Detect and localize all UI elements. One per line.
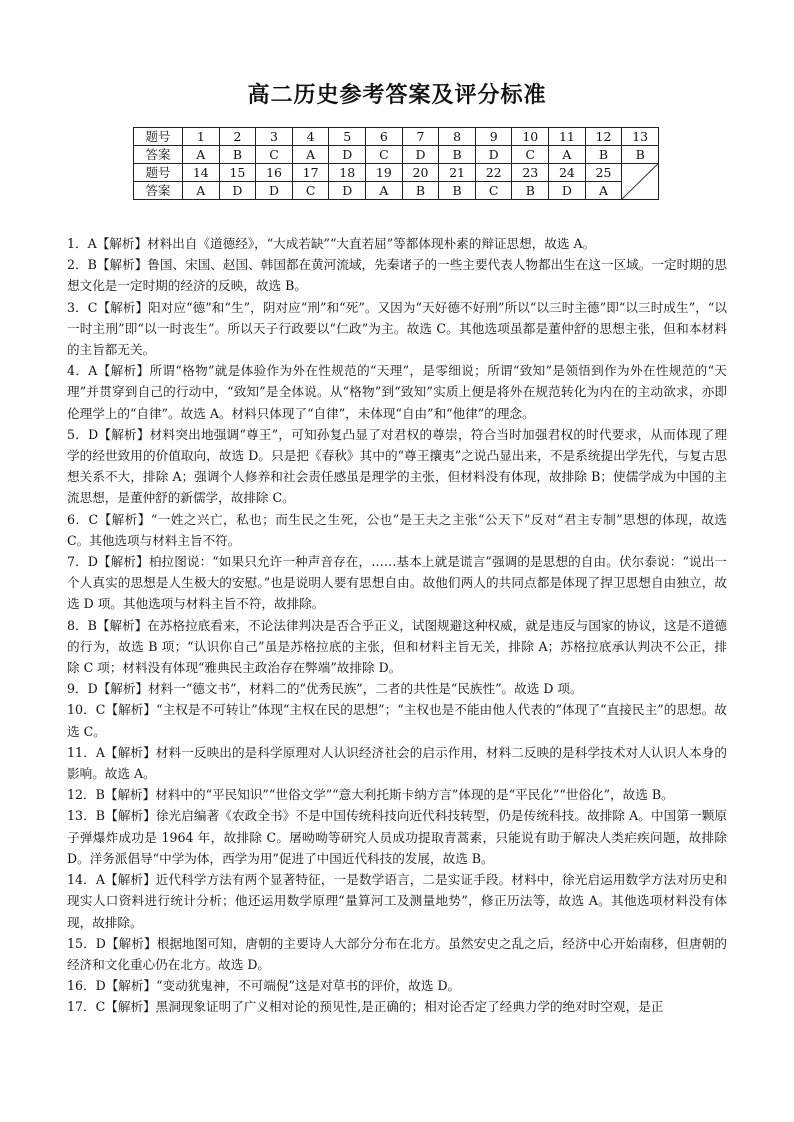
answer-explanation-item: 15．D【解析】根据地图可知，唐朝的主要诗人大部分分布在北方。虽然安史之乱之后，经济中心开始南移，但唐朝的经济和文化重心仍在北方。故选 D。 — [67, 935, 727, 972]
answer-explanations — [67, 233, 727, 1018]
answer-table-cell: 2 — [219, 128, 256, 146]
answer-table-cell: B — [439, 146, 476, 164]
answer-table — [133, 127, 659, 200]
answer-explanation-item: 5．D【解析】材料突出地强调“尊王”，可知孙复凸显了对君权的尊崇，符合当时加强君权的时代要求，从而体现了理学的经世致用的价值取向，故选 D。只是把《春秋》其中的“尊王攘夷”之说凸显出来，不是系统提出学先代，与复古思想关系不大，排除 A；强调个人修养和社会责任感虽是理学的主张，但材料没有体现，故排除 B；使儒学成为中国的主流思想，是董仲舒的新儒学，故排除 C。 — [67, 426, 727, 506]
answer-explanation-item: 4．A【解析】所谓“格物”就是体验作为外在性规范的“天理”，是零细说；所谓“致知”是领悟到作为外在性规范的“天理”并贯穿到自己的行动中，“致知”是全体说。从“格物”到“致知”实质上便是将外在规范转化为内在的主动欲求，亦即伦理学上的“自律”。故选 A。材料只体现了“自律”，未体现“自由”和“他律”的理念。 — [67, 363, 727, 421]
answer-table-cell: 22 — [475, 164, 512, 182]
answer-explanation-item: 9．D【解析】材料一“德文书”，材料二的“优秀民族”，二者的共性是“民族性”。故选 D 项。 — [67, 681, 583, 697]
answer-table-cell: D — [219, 182, 256, 200]
answer-explanation-item: 2．B【解析】鲁国、宋国、赵国、韩国都在黄河流域，先秦诸子的一些主要代表人物都出生在这一区域。一定时期的思想文化是一定时期的经济的反映，故选 B。 — [67, 257, 727, 294]
answer-table-cell: 3 — [256, 128, 293, 146]
answer-table-cell: 6 — [366, 128, 403, 146]
answer-explanation-item: 17．C【解析】黑洞现象证明了广义相对论的预见性,是正确的；相对论否定了经典力学的绝对时空观，是正 — [67, 999, 664, 1015]
answer-table-cell: 24 — [549, 164, 586, 182]
answer-explanation-item: 12．B【解析】材料中的“平民知识”“世俗文学”“意大利托斯卡纳方言”体现的是“平民化”“世俗化”，故选 B。 — [67, 787, 674, 803]
answer-table-cell: C — [475, 182, 512, 200]
answer-table-cell: B — [439, 182, 476, 200]
answer-table-cell: 20 — [402, 164, 439, 182]
answer-table-cell: 4 — [292, 128, 329, 146]
answer-table-row — [134, 164, 659, 182]
answer-table-cell: 16 — [256, 164, 293, 182]
answer-table-cell: A — [585, 182, 622, 200]
answer-table-cell: 23 — [512, 164, 549, 182]
answer-table-cell: D — [475, 146, 512, 164]
answer-table-cell: 17 — [292, 164, 329, 182]
answer-table-cell: D — [402, 146, 439, 164]
answer-table-cell: 12 — [585, 128, 622, 146]
answer-table-cell: B — [219, 146, 256, 164]
answer-table-cell: 19 — [366, 164, 403, 182]
answer-table-cell: D — [329, 182, 366, 200]
answer-table-cell: 14 — [183, 164, 220, 182]
answer-table-cell: 11 — [549, 128, 586, 146]
answer-explanation-item: 1．A【解析】材料出自《道德经》，“大成若缺”“大直若屈”等都体现朴素的辩证思想，故选 A。 — [67, 236, 596, 251]
answer-table-cell: 8 — [439, 128, 476, 146]
answer-table-cell: A — [183, 146, 220, 164]
answer-explanation-item: 8．B【解析】在苏格拉底看来，不论法律判决是否合乎正义，试图规避这种权威，就是违反与国家的协议，这是不道德的行为，故选 B 项；“认识你自己”虽是苏格拉底的主张，但和材料主旨无关，排除 A；苏格拉底承认判决不公正，排除 C 项；材料没有体现“雅典民主政治存在弊端”故排除 D。 — [67, 617, 727, 676]
answer-table-cell: B — [512, 182, 549, 200]
answer-table-cell: 5 — [329, 128, 366, 146]
answer-table-cell: C — [292, 182, 329, 200]
answer-table-cell: A — [292, 146, 329, 164]
answer-table-header-cell: 答案 — [134, 146, 183, 164]
answer-table-cell: 13 — [622, 128, 659, 146]
answer-table-cell: A — [549, 146, 586, 164]
answer-table-cell: 15 — [219, 164, 256, 182]
answer-table-header-cell: 题号 — [134, 164, 183, 182]
answer-table-cell: C — [366, 146, 403, 164]
answer-explanation-item: 7．D【解析】柏拉图说：“如果只允许一种声音存在，……基本上就是谎言”强调的是思想的自由。伏尔泰说：“说出一个人真实的思想是人生极大的安慰。”也是说明人要有思想自由。故他们两人的共同点都是体现了捍卫思想自由独立，故选 D 项。其他选项与材料主旨不符，故排除。 — [67, 554, 727, 612]
answer-explanation-item: 13．B【解析】徐光启编著《农政全书》不是中国传统科技向近代科技转型，仍是传统科技。故排除 A。中国第一颗原子弹爆炸成功是 1964 年，故排除 C。屠呦呦等研究人员成功提取青蒿素，只能说有助于解决人类疟疾问题，故排除 D。洋务派倡导“中学为体，西学为用”促进了中国近代科技的发展，故选 B。 — [67, 808, 727, 866]
answer-table-cell: A — [183, 182, 220, 200]
answer-table-row — [134, 128, 659, 146]
answer-table-cell: B — [622, 146, 659, 164]
answer-table-cell: D — [329, 146, 366, 164]
answer-table-row — [134, 182, 659, 200]
answer-explanation-item: 11．A【解析】材料一反映出的是科学原理对人认识经济社会的启示作用，材料二反映的是科学技术对人认识人本身的影响。故选 A。 — [67, 744, 727, 782]
answer-table-cell: D — [549, 182, 586, 200]
answer-table-cell: 18 — [329, 164, 366, 182]
empty-diagonal-cell — [622, 164, 659, 200]
answer-table-cell: 1 — [183, 128, 220, 146]
answer-table-header-cell: 答案 — [134, 182, 183, 200]
answer-table-cell: 10 — [512, 128, 549, 146]
answer-explanation-item: 16．D【解析】“变动犹鬼神，不可端倪”这是对草书的评价，故选 D。 — [67, 978, 461, 994]
answer-table-header-cell: 题号 — [134, 128, 183, 146]
answer-explanation-item: 14．A【解析】近代科学方法有两个显著特征，一是数学语言，二是实证手段。材料中，徐光启运用数学方法对历史和现实人口资料进行统计分析；他还运用数学原理“量算河工及测量地势”，修正历法等，故选 A。其他选项材料没有体现，故排除。 — [67, 872, 727, 930]
answer-table-cell: B — [585, 146, 622, 164]
answer-explanation-item: 6．C【解析】“一姓之兴亡，私也；而生民之生死，公也”是王夫之主张“公天下”反对“君主专制”思想的体现，故选 C。其他选项与材料主旨不符。 — [67, 511, 727, 548]
answer-table-cell: 25 — [585, 164, 622, 182]
answer-explanation-item: 10．C【解析】“主权是不可转让”体现“主权在民的思想”；“主权也是不能由他人代表的”体现了“直接民主”的思想。故选 C。 — [67, 702, 727, 739]
answer-table-cell: A — [366, 182, 403, 200]
answer-table-row — [134, 146, 659, 164]
page-title: 高二历史参考答案及评分标准 — [247, 82, 547, 108]
answer-table-cell: C — [256, 146, 293, 164]
answer-table-cell: 21 — [439, 164, 476, 182]
answer-explanation-item: 3．C【解析】阳对应“德”和“生”，阴对应“刑”和“死”。又因为“天好德不好刑”所以“以三时主德”即“以三时成生”，“以一时主刑”即“以一时丧生”。所以天子行政要以“仁政”为主。故选 C。其他选项虽都是董仲舒的思想主张，但和本材料的主旨都无关。 — [67, 299, 727, 358]
answer-table-cell: 7 — [402, 128, 439, 146]
answer-table-cell: B — [402, 182, 439, 200]
answer-table-cell: C — [512, 146, 549, 164]
answer-table-cell: 9 — [475, 128, 512, 146]
answer-table-cell: D — [256, 182, 293, 200]
